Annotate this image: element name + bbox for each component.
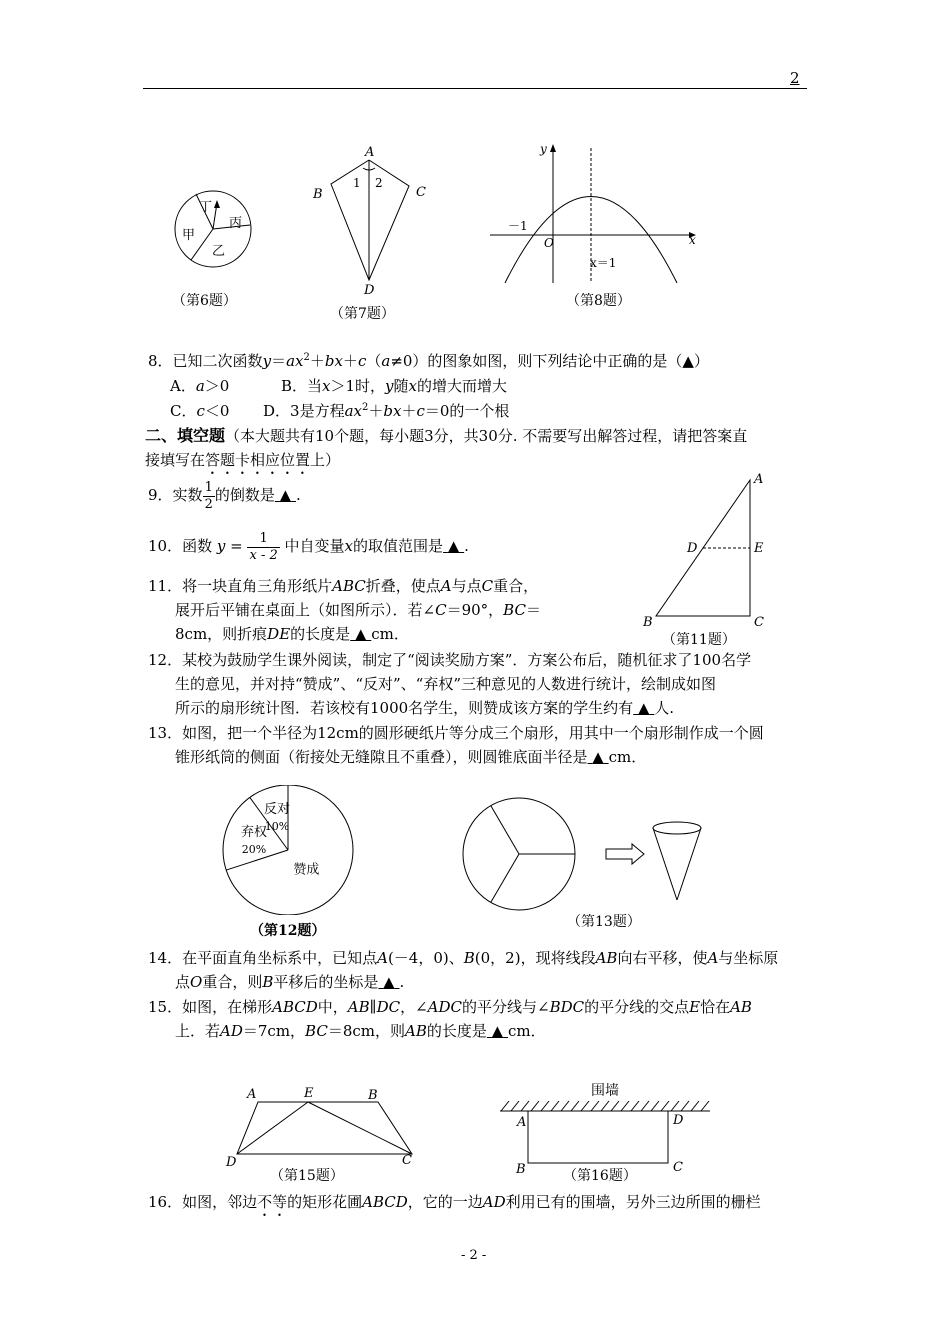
fig7-kite-diagram [305, 142, 435, 297]
fig11-caption: （第11题） [662, 632, 736, 648]
fig8-label-y: y [540, 142, 547, 156]
q13-line2: 锥形纸筒的侧面（衔接处无缝隙且不重叠），则圆锥底面半径是 ▲ cm． [175, 748, 647, 766]
fig8-label-neg1: －1 [508, 219, 528, 233]
q10-fraction: $\frac{1}{x - 2}$ [249, 530, 278, 563]
pie-slice-value: 10% [264, 819, 290, 833]
footer-page-label: - 2 - [461, 1248, 487, 1263]
q8-stem: 8．已知二次函数$y=ax^2+bx+c(a\ne 0)$的图象如图，则下列结论中正确的是（▲） [148, 352, 709, 370]
section2-header: 二、填空题（本大题共有10个题，每小题3分，共30分. 不需要写出解答过程，请把答案直 [145, 426, 748, 445]
fig8-label-o: O [544, 236, 554, 250]
fig16-label-c: C [673, 1160, 683, 1175]
header-page-number: 2 [790, 69, 800, 87]
pie-slice-label: 反对 [263, 801, 290, 817]
q8-option-d: D．3是方程$ax^2+bx+c=0$的一个根 [263, 402, 510, 420]
fig11-label-d: D [687, 541, 698, 556]
fig8-parabola-diagram [490, 138, 700, 288]
section2-desc: 接填写在答题卡相应位置上） [145, 451, 341, 469]
fig11-label-e: E [754, 541, 764, 556]
q14-line1: 14．在平面直角坐标系中，已知点A(－4，0)、B(0，2)，现将线段AB向右平移，使A与坐标原 [148, 949, 779, 967]
pie-slice-label: 弃权 [240, 824, 268, 840]
q11-line1: 11．将一块直角三角形纸片ABC折叠，使点A与点C重合， [148, 577, 539, 595]
fig16-caption: （第16题） [563, 1168, 637, 1184]
q12-line2: 生的意见，并对持“赞成”、“反对”、“弃权”三种意见的人数进行统计，绘制成如图 [175, 675, 717, 693]
fig15-label-b: B [368, 1088, 378, 1103]
fig13-arrow-icon [606, 844, 644, 864]
q15-line2: 上．若AD＝7cm，BC＝8cm，则AB的长度是 ▲ cm． [175, 1022, 546, 1040]
fig7-label-d: D [364, 283, 375, 297]
fig16-label-a: A [517, 1115, 527, 1130]
fig16-label-d: D [673, 1113, 684, 1128]
header-rule [143, 88, 807, 89]
q11-line2: 展开后平铺在桌面上（如图所示）．若∠C＝90°，BC＝ [175, 601, 541, 619]
fig15-label-c: C [402, 1153, 412, 1168]
fig16-wall-label: 围墙 [591, 1083, 619, 1099]
q8-option-b: B．当x＞1时，y随x的增大而增大 [281, 377, 508, 395]
q9-fraction: $\frac{1}{2}$ [204, 479, 213, 512]
fig11-label-b: B [643, 615, 653, 630]
pie-slice-label: 赞成 [293, 862, 320, 878]
fig16-rectangle-diagram [495, 1095, 715, 1175]
q12-line1: 12．某校为鼓励学生课外阅读，制定了“阅读奖励方案”．方案公布后，随机征求了100名学 [148, 651, 752, 669]
q12-line3: 所示的扇形统计图．若该校有1000名学生，则赞成该方案的学生约有 ▲ 人. [175, 699, 675, 717]
fig15-label-a: A [247, 1087, 257, 1102]
q10: 10．函数 y = $\frac{1}{x - 2}$ 中自变量x的取值范围是 ▲ . [148, 530, 469, 563]
fig12-pie-chart [218, 785, 358, 915]
fig6-label-yi: 乙 [212, 244, 226, 259]
fig6-caption: （第6题） [172, 293, 237, 309]
fig6-label-jia: 甲 [182, 228, 196, 243]
q11-line3: 8cm，则折痕DE的长度是 ▲ cm． [175, 625, 409, 643]
fig15-label-d: D [226, 1155, 237, 1170]
fig6-label-bing: 丙 [229, 216, 243, 231]
q16-line1: 16．如图，邻边不等的矩形花圃ABCD，它的一边AD利用已有的围墙，另外三边所围的栅栏 [148, 1193, 761, 1211]
fig7-label-a: A [365, 145, 375, 160]
q14-line2: 点O重合，则B平移后的坐标是 ▲ . [175, 973, 405, 991]
q9: 9．实数 $\frac{1}{2}$ 的倒数是 ▲ . [148, 479, 301, 512]
q8-option-a: A．a＞0 [170, 377, 230, 395]
fig7-label-angle1: 1 [353, 176, 361, 190]
fig11-label-c: C [754, 615, 764, 630]
fig13-circle-and-cone [462, 790, 722, 915]
fig12-caption: （第12题） [250, 923, 326, 939]
fig15-trapezoid-diagram [220, 1080, 420, 1170]
fig11-label-a: A [754, 472, 764, 487]
fig7-label-angle2: 2 [375, 176, 383, 190]
q13-line1: 13．如图，把一个半径为12cm的圆形硬纸片等分成三个扇形，用其中一个扇形制作成一个圆 [148, 724, 764, 742]
fig8-caption: （第8题） [566, 293, 631, 309]
fig16-label-b: B [516, 1162, 526, 1175]
fig15-label-e: E [304, 1086, 314, 1101]
fig7-caption: （第7题） [330, 306, 395, 322]
fig8-label-axis: x＝1 [590, 256, 617, 270]
fig15-caption: （第15题） [270, 1168, 344, 1184]
section2-title: 二、填空题 [145, 426, 226, 445]
q15-line1: 15．如图，在梯形ABCD中，AB∥DC，∠ADC的平分线与∠BDC的平分线的交点E恰在AB [148, 998, 752, 1016]
fig11-triangle-diagram [638, 468, 768, 633]
fig13-caption: （第13题） [567, 914, 641, 930]
q8-option-c: C．c＜0 [170, 402, 230, 420]
fig6-label-ding: 丁 [199, 200, 213, 215]
fig7-label-b: B [313, 187, 323, 202]
fig6-circle-diagram [160, 185, 270, 270]
pie-slice-value: 20% [241, 842, 267, 856]
fig8-label-x: x [689, 233, 696, 247]
fig7-label-c: C [416, 185, 426, 200]
